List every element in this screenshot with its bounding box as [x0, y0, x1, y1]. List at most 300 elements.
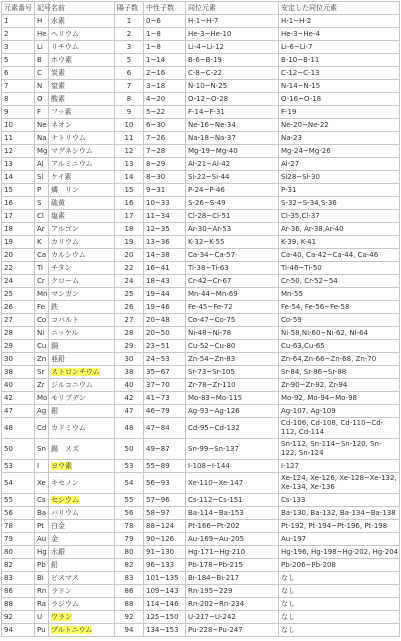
cell-stable-isotopes: Mg-24~Mg-26 [279, 145, 400, 158]
cell-isotopes: He-3~He-10 [186, 28, 279, 41]
cell-symbol: Hg [35, 546, 49, 559]
cell-name: クローム [49, 275, 115, 288]
cell-neutrons: 19~46 [144, 301, 186, 314]
cell-isotopes: Rn-202~Rn-234 [186, 598, 279, 611]
table-row [2, 405, 400, 418]
cell-symbol: Bi [35, 572, 49, 585]
cell-symbol: P [35, 184, 49, 197]
cell-neutrons: 10~33 [144, 197, 186, 210]
cell-stable-isotopes: Hg-196, Hg-198~Hg-202, Hg-204 [279, 546, 400, 559]
cell-element-number: 88 [2, 598, 35, 611]
cell-isotopes: Ca-34~Ca-57 [186, 249, 279, 262]
cell-name: バリウム [49, 507, 115, 520]
cell-stable-isotopes: C-12~C-13 [279, 67, 400, 80]
cell-symbol: Pb [35, 559, 49, 572]
cell-neutrons: 96~133 [144, 559, 186, 572]
cell-stable-isotopes: Co-59 [279, 314, 400, 327]
cell-element-number: 19 [2, 236, 35, 249]
highlighted-name: ストロンチウム [51, 368, 100, 376]
cell-element-number: 80 [2, 546, 35, 559]
isotope-table [1, 1, 400, 637]
table-row [2, 340, 400, 353]
cell-stable-isotopes: Na-23 [279, 132, 400, 145]
cell-neutrons: 24~53 [144, 353, 186, 366]
cell-protons: 50 [115, 439, 144, 460]
cell-element-number: 26 [2, 301, 35, 314]
cell-isotopes: U-217~U-242 [186, 611, 279, 624]
table-row [2, 494, 400, 507]
cell-protons: 28 [115, 327, 144, 340]
cell-name: アルゴン [49, 223, 115, 236]
cell-name: モリブデン [49, 392, 115, 405]
cell-protons: 79 [115, 533, 144, 546]
cell-name: マンガン [49, 288, 115, 301]
cell-stable-isotopes: Ti-46~Ti-50 [279, 262, 400, 275]
cell-name: 金 [49, 533, 115, 546]
cell-name: チタン [49, 262, 115, 275]
table-row [2, 197, 400, 210]
cell-element-number: 42 [2, 392, 35, 405]
cell-neutrons: 1~8 [144, 41, 186, 54]
cell-symbol: Sn [35, 439, 49, 460]
cell-protons: 13 [115, 158, 144, 171]
cell-protons: 9 [115, 106, 144, 119]
cell-neutrons: 20~50 [144, 327, 186, 340]
cell-symbol: Na [35, 132, 49, 145]
cell-protons: 78 [115, 520, 144, 533]
cell-protons: 20 [115, 249, 144, 262]
highlighted-name: セシウム [51, 496, 79, 504]
table-body [2, 15, 400, 637]
cell-neutrons: 7~26 [144, 132, 186, 145]
cell-element-number: 78 [2, 520, 35, 533]
cell-symbol: Si [35, 171, 49, 184]
cell-symbol: I [35, 460, 49, 473]
cell-protons: 53 [115, 460, 144, 473]
table-row [2, 184, 400, 197]
cell-element-number: 54 [2, 473, 35, 494]
cell-protons: 3 [115, 41, 144, 54]
cell-isotopes: Na-18~Na-37 [186, 132, 279, 145]
table-row [2, 559, 400, 572]
cell-element-number: 3 [2, 41, 35, 54]
cell-neutrons: 56~93 [144, 473, 186, 494]
cell-protons: 80 [115, 546, 144, 559]
cell-neutrons: 7~28 [144, 145, 186, 158]
table-row [2, 28, 400, 41]
cell-element-number: 27 [2, 314, 35, 327]
cell-isotopes: I-108~I-144 [186, 460, 279, 473]
cell-isotopes: Mn-44~Mn-69 [186, 288, 279, 301]
table-row [2, 41, 400, 54]
table-row [2, 507, 400, 520]
cell-symbol: Ba [35, 507, 49, 520]
cell-element-number: 5 [2, 54, 35, 67]
table-row [2, 262, 400, 275]
cell-neutrons: 9~31 [144, 184, 186, 197]
cell-protons: 22 [115, 262, 144, 275]
cell-symbol: H [35, 15, 49, 28]
cell-name [49, 460, 115, 473]
cell-isotopes: Zn-54~Zn-83 [186, 353, 279, 366]
cell-symbol: Ca [35, 249, 49, 262]
cell-name: ビスマス [49, 572, 115, 585]
cell-symbol: Ti [35, 262, 49, 275]
cell-isotopes: Mg-19~Mg-40 [186, 145, 279, 158]
cell-neutrons: 47~84 [144, 418, 186, 439]
table-row [2, 249, 400, 262]
cell-stable-isotopes: なし [279, 611, 400, 624]
cell-isotopes: Ni-48~Ni-78 [186, 327, 279, 340]
cell-stable-isotopes: Cu-63,Cu-65 [279, 340, 400, 353]
cell-element-number: 11 [2, 132, 35, 145]
cell-name: ナトリウム [49, 132, 115, 145]
cell-name: ケイ素 [49, 171, 115, 184]
table-row [2, 80, 400, 93]
cell-symbol: Xe [35, 473, 49, 494]
cell-name: ホウ素 [49, 54, 115, 67]
cell-protons: 92 [115, 611, 144, 624]
cell-neutrons: 13~36 [144, 236, 186, 249]
cell-protons: 14 [115, 171, 144, 184]
cell-protons: 38 [115, 366, 144, 379]
cell-name: 銀 [49, 405, 115, 418]
cell-neutrons: 37~70 [144, 379, 186, 392]
cell-stable-isotopes: K-39, K-41 [279, 236, 400, 249]
cell-symbol: Ni [35, 327, 49, 340]
cell-neutrons: 18~43 [144, 275, 186, 288]
cell-element-number: 22 [2, 262, 35, 275]
cell-element-number: 20 [2, 249, 35, 262]
cell-element-number: 7 [2, 80, 35, 93]
table-row [2, 624, 400, 637]
cell-name: キセノン [49, 473, 115, 494]
table-row [2, 15, 400, 28]
cell-name: 炭素 [49, 67, 115, 80]
cell-stable-isotopes: He-3~He-4 [279, 28, 400, 41]
cell-neutrons: 88~124 [144, 520, 186, 533]
cell-neutrons: 57~96 [144, 494, 186, 507]
cell-protons: 17 [115, 210, 144, 223]
cell-neutrons: 35~67 [144, 366, 186, 379]
cell-stable-isotopes: Ar-36, Ar-38,Ar-40 [279, 223, 400, 236]
cell-name: ジルコニウム [49, 379, 115, 392]
cell-isotopes: Ar-30~Ar-53 [186, 223, 279, 236]
cell-name: リチウム [49, 41, 115, 54]
cell-neutrons: 4~20 [144, 93, 186, 106]
table-row [2, 145, 400, 158]
cell-element-number: 13 [2, 158, 35, 171]
cell-isotopes: Li-4~Li-12 [186, 41, 279, 54]
cell-element-number: 30 [2, 353, 35, 366]
cell-stable-isotopes: Zr-90~Zr-92, Zr-94 [279, 379, 400, 392]
cell-symbol: N [35, 80, 49, 93]
cell-name: 水素 [49, 15, 115, 28]
table-row [2, 288, 400, 301]
table-row [2, 366, 400, 379]
cell-element-number: 40 [2, 379, 35, 392]
cell-isotopes: K-32~K-55 [186, 236, 279, 249]
cell-stable-isotopes: なし [279, 624, 400, 637]
cell-symbol: F [35, 106, 49, 119]
cell-element-number: 16 [2, 197, 35, 210]
cell-stable-isotopes: Li-6~Li-7 [279, 41, 400, 54]
table-row [2, 598, 400, 611]
cell-protons: 82 [115, 559, 144, 572]
cell-neutrons: 101~135 [144, 572, 186, 585]
cell-element-number: 10 [2, 119, 35, 132]
cell-protons: 18 [115, 223, 144, 236]
cell-protons: 24 [115, 275, 144, 288]
cell-protons: 83 [115, 572, 144, 585]
cell-stable-isotopes: Xe-124, Xe-126, Xe-128~Xe-132, Xe-134, Xe-136 [279, 473, 400, 494]
cell-isotopes: O-12~O-28 [186, 93, 279, 106]
cell-symbol: K [35, 236, 49, 249]
cell-isotopes: Cr-42~Cr-67 [186, 275, 279, 288]
cell-symbol: Cu [35, 340, 49, 353]
cell-stable-isotopes: Cs-133 [279, 494, 400, 507]
cell-protons: 27 [115, 314, 144, 327]
cell-stable-isotopes: O-16~O-18 [279, 93, 400, 106]
table-row [2, 473, 400, 494]
cell-neutrons: 55~89 [144, 460, 186, 473]
table-row [2, 93, 400, 106]
cell-stable-isotopes: Ba-130, Ba-132, Ba-134~Ba-138 [279, 507, 400, 520]
cell-isotopes: N-10~N-25 [186, 80, 279, 93]
cell-name: フッ素 [49, 106, 115, 119]
cell-stable-isotopes: Ne-20~Ne-22 [279, 119, 400, 132]
cell-stable-isotopes: B-10~B-11 [279, 54, 400, 67]
cell-element-number: 9 [2, 106, 35, 119]
cell-protons: 11 [115, 132, 144, 145]
cell-neutrons: 16~41 [144, 262, 186, 275]
cell-protons: 2 [115, 28, 144, 41]
cell-stable-isotopes: Cr-50, Cr-52~54 [279, 275, 400, 288]
cell-stable-isotopes: Ag-107, Ag-109 [279, 405, 400, 418]
header-neutrons: 中性子数 [144, 2, 186, 15]
cell-name: ラドン [49, 585, 115, 598]
cell-name: マグネシウム [49, 145, 115, 158]
cell-element-number: 92 [2, 611, 35, 624]
cell-neutrons: 90~126 [144, 533, 186, 546]
cell-element-number: 79 [2, 533, 35, 546]
cell-neutrons: 125~150 [144, 611, 186, 624]
cell-name [49, 494, 115, 507]
cell-isotopes: Hg-171~Hg-210 [186, 546, 279, 559]
cell-isotopes: B-6~B-19 [186, 54, 279, 67]
cell-isotopes: Mo-83~Mo-115 [186, 392, 279, 405]
cell-isotopes: Sn-99~Sn-137 [186, 439, 279, 460]
cell-stable-isotopes: P-31 [279, 184, 400, 197]
cell-protons: 12 [115, 145, 144, 158]
highlighted-name: プルトニウム [51, 626, 93, 634]
cell-element-number: 28 [2, 327, 35, 340]
cell-element-number: 83 [2, 572, 35, 585]
header-isotopes: 同位元素 [186, 2, 279, 15]
cell-name: 水銀 [49, 546, 115, 559]
cell-stable-isotopes: Mo-92, Mo-94~Mo-98 [279, 392, 400, 405]
cell-stable-isotopes: Sn-112, Sn-114~Sn-120, Sn-122, Sn-124 [279, 439, 400, 460]
cell-symbol: U [35, 611, 49, 624]
cell-neutrons: 11~34 [144, 210, 186, 223]
cell-isotopes: Pt-166~Pt-202 [186, 520, 279, 533]
cell-stable-isotopes: Al-27 [279, 158, 400, 171]
table-row [2, 158, 400, 171]
header-stable-isotopes: 安定した同位元素 [279, 2, 400, 15]
cell-neutrons: 114~146 [144, 598, 186, 611]
cell-element-number: 82 [2, 559, 35, 572]
cell-element-number: 56 [2, 507, 35, 520]
table-row [2, 379, 400, 392]
cell-stable-isotopes: なし [279, 585, 400, 598]
cell-isotopes: Pb-178~Pb-215 [186, 559, 279, 572]
cell-isotopes: Cd-95~Cd-132 [186, 418, 279, 439]
cell-protons: 47 [115, 405, 144, 418]
cell-isotopes: Ti-38~Ti-63 [186, 262, 279, 275]
cell-symbol: Li [35, 41, 49, 54]
cell-stable-isotopes: Ni-58,Ni-60~Ni-62, Ni-64 [279, 327, 400, 340]
cell-name [49, 611, 115, 624]
cell-symbol: Au [35, 533, 49, 546]
table-row [2, 439, 400, 460]
cell-neutrons: 20~48 [144, 314, 186, 327]
cell-protons: 25 [115, 288, 144, 301]
cell-neutrons: 12~35 [144, 223, 186, 236]
highlighted-name: ヨウ素 [51, 462, 72, 470]
cell-protons: 1 [115, 15, 144, 28]
table-row [2, 520, 400, 533]
cell-name: 白金 [49, 520, 115, 533]
table-row [2, 572, 400, 585]
table-row [2, 54, 400, 67]
cell-isotopes: F-14~F-31 [186, 106, 279, 119]
cell-symbol: Cd [35, 418, 49, 439]
header-name: 名前 [49, 2, 115, 15]
cell-neutrons: 14~38 [144, 249, 186, 262]
cell-symbol: Cr [35, 275, 49, 288]
header-protons: 陽子数 [115, 2, 144, 15]
cell-protons: 54 [115, 473, 144, 494]
cell-symbol: Ar [35, 223, 49, 236]
cell-symbol: Ag [35, 405, 49, 418]
cell-name: ニッケル [49, 327, 115, 340]
cell-name: ネオン [49, 119, 115, 132]
cell-protons: 6 [115, 67, 144, 80]
cell-neutrons: 49~87 [144, 439, 186, 460]
cell-element-number: 29 [2, 340, 35, 353]
table-row [2, 460, 400, 473]
header-element-number: 元素番号 [2, 2, 35, 15]
cell-name: コバルト [49, 314, 115, 327]
cell-symbol: Mg [35, 145, 49, 158]
cell-name: ラジウム [49, 598, 115, 611]
cell-isotopes: Xe-110~Xe-147 [186, 473, 279, 494]
cell-stable-isotopes: Cl-35,Cl-37 [279, 210, 400, 223]
table-row [2, 327, 400, 340]
cell-neutrons: 3~18 [144, 80, 186, 93]
table-row [2, 392, 400, 405]
cell-symbol: Pu [35, 624, 49, 637]
cell-isotopes: C-8~C-22 [186, 67, 279, 80]
cell-stable-isotopes: S-32~S-34,S-36 [279, 197, 400, 210]
cell-element-number: 24 [2, 275, 35, 288]
table-row [2, 353, 400, 366]
cell-element-number: 6 [2, 67, 35, 80]
cell-isotopes: Ba-114~Ba-153 [186, 507, 279, 520]
cell-element-number: 12 [2, 145, 35, 158]
cell-stable-isotopes: Au-197 [279, 533, 400, 546]
cell-stable-isotopes: Ca-40, Ca-42~Ca-44, Ca-46 [279, 249, 400, 262]
cell-protons: 88 [115, 598, 144, 611]
cell-protons: 55 [115, 494, 144, 507]
cell-element-number: 2 [2, 28, 35, 41]
cell-name: 鉄 [49, 301, 115, 314]
cell-neutrons: 46~79 [144, 405, 186, 418]
cell-stable-isotopes: Pt-192, Pt-194~Pt-196, Pt-198 [279, 520, 400, 533]
cell-symbol: Fe [35, 301, 49, 314]
cell-symbol: Cs [35, 494, 49, 507]
table-row [2, 533, 400, 546]
cell-element-number: 18 [2, 223, 35, 236]
cell-symbol: Al [35, 158, 49, 171]
cell-name [49, 366, 115, 379]
cell-symbol: Co [35, 314, 49, 327]
cell-isotopes: H-1~H-7 [186, 15, 279, 28]
cell-name: 窒素 [49, 80, 115, 93]
cell-stable-isotopes: I-127 [279, 460, 400, 473]
cell-isotopes: Si-22~Si-44 [186, 171, 279, 184]
cell-stable-isotopes: Cd-106, Cd-108, Cd-110~Cd-112, Cd-114 [279, 418, 400, 439]
cell-neutrons: 8~30 [144, 171, 186, 184]
cell-element-number: 14 [2, 171, 35, 184]
cell-isotopes: Au-169~Au-205 [186, 533, 279, 546]
cell-symbol: O [35, 93, 49, 106]
cell-element-number: 55 [2, 494, 35, 507]
cell-protons: 8 [115, 93, 144, 106]
cell-name: アルミニウム [49, 158, 115, 171]
cell-stable-isotopes: Zn-64,Zn-66~Zn-68, Zn-70 [279, 353, 400, 366]
cell-protons: 86 [115, 585, 144, 598]
cell-stable-isotopes: Mn-55 [279, 288, 400, 301]
cell-element-number: 53 [2, 460, 35, 473]
table-row [2, 210, 400, 223]
cell-element-number: 47 [2, 405, 35, 418]
cell-neutrons: 0~6 [144, 15, 186, 28]
cell-symbol: C [35, 67, 49, 80]
cell-symbol: Mo [35, 392, 49, 405]
cell-name: 酸素 [49, 93, 115, 106]
table-row [2, 171, 400, 184]
cell-element-number: 94 [2, 624, 35, 637]
cell-neutrons: 2~16 [144, 67, 186, 80]
cell-protons: 16 [115, 197, 144, 210]
table-row [2, 119, 400, 132]
cell-isotopes: Co-47~Co-75 [186, 314, 279, 327]
table-row [2, 611, 400, 624]
cell-neutrons: 134~153 [144, 624, 186, 637]
cell-stable-isotopes: F-19 [279, 106, 400, 119]
cell-isotopes: Zr-78~Zr-110 [186, 379, 279, 392]
cell-name [49, 624, 115, 637]
cell-protons: 29 [115, 340, 144, 353]
cell-neutrons: 6~30 [144, 119, 186, 132]
cell-name: 銅 [49, 340, 115, 353]
cell-protons: 15 [115, 184, 144, 197]
cell-isotopes: Ag-93~Ag-126 [186, 405, 279, 418]
cell-neutrons: 1~14 [144, 54, 186, 67]
table-row [2, 314, 400, 327]
cell-isotopes: Cl-28~Cl-51 [186, 210, 279, 223]
